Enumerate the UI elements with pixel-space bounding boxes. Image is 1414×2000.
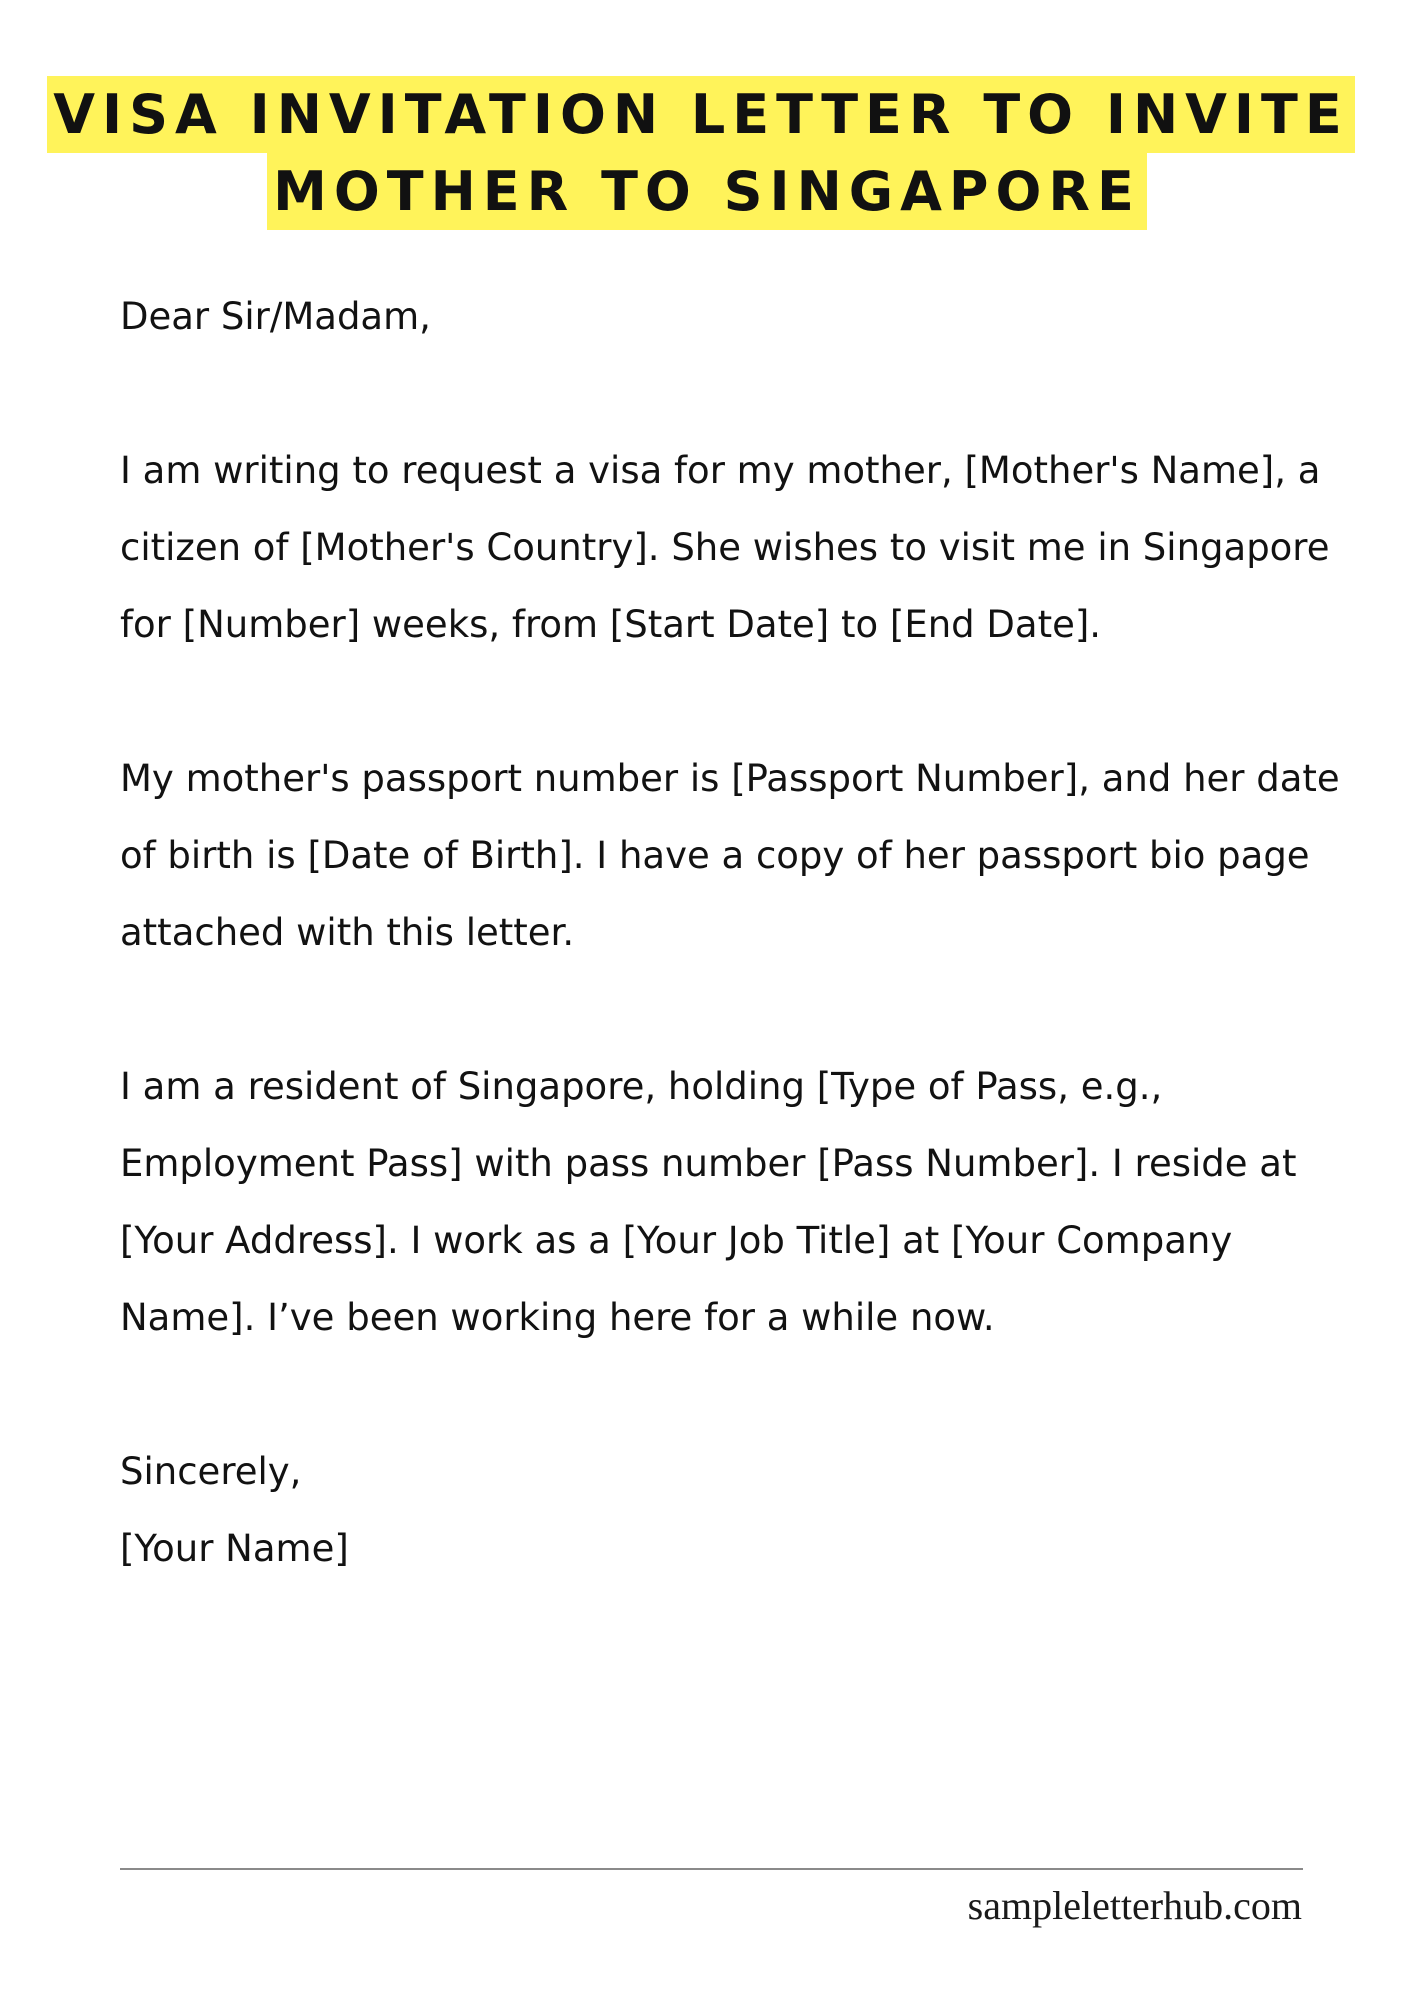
footer-divider (120, 1868, 1303, 1870)
spacer (120, 663, 1370, 740)
spacer (120, 355, 1370, 432)
salutation: Dear Sir/Madam, (120, 295, 431, 338)
paragraph-3: I am a resident of Singapore, holding [Type of Pass, e.g., Employment Pass] with pass number [Pass Number]. I reside at [Your Address]. I work as a [Your Job Title] at [Your Company Name]. I’ve been working here for a while now. (120, 1065, 1297, 1339)
signature: [Your Name] (120, 1527, 349, 1570)
spacer (120, 1356, 1370, 1433)
paragraph-2: My mother's passport number is [Passport Number], and her date of birth is [Date of Birth]. I have a copy of her passport bio page attached with this letter. (120, 757, 1340, 954)
paragraph-1: I am writing to request a visa for my mother, [Mother's Name], a citizen of [Mother's Country]. She wishes to visit me in Singapore for [Number] weeks, from [Start Date] to [End Date]. (120, 449, 1330, 646)
closing: Sincerely, (120, 1450, 302, 1493)
spacer (120, 971, 1370, 1048)
title-line-1: VISA INVITATION LETTER TO INVITE (47, 76, 1355, 153)
letter-body (120, 278, 1370, 1587)
footer-site: sampleletterhub.com (967, 1883, 1302, 1928)
title-line-2: MOTHER TO SINGAPORE (267, 153, 1147, 230)
page-title (0, 76, 1414, 230)
